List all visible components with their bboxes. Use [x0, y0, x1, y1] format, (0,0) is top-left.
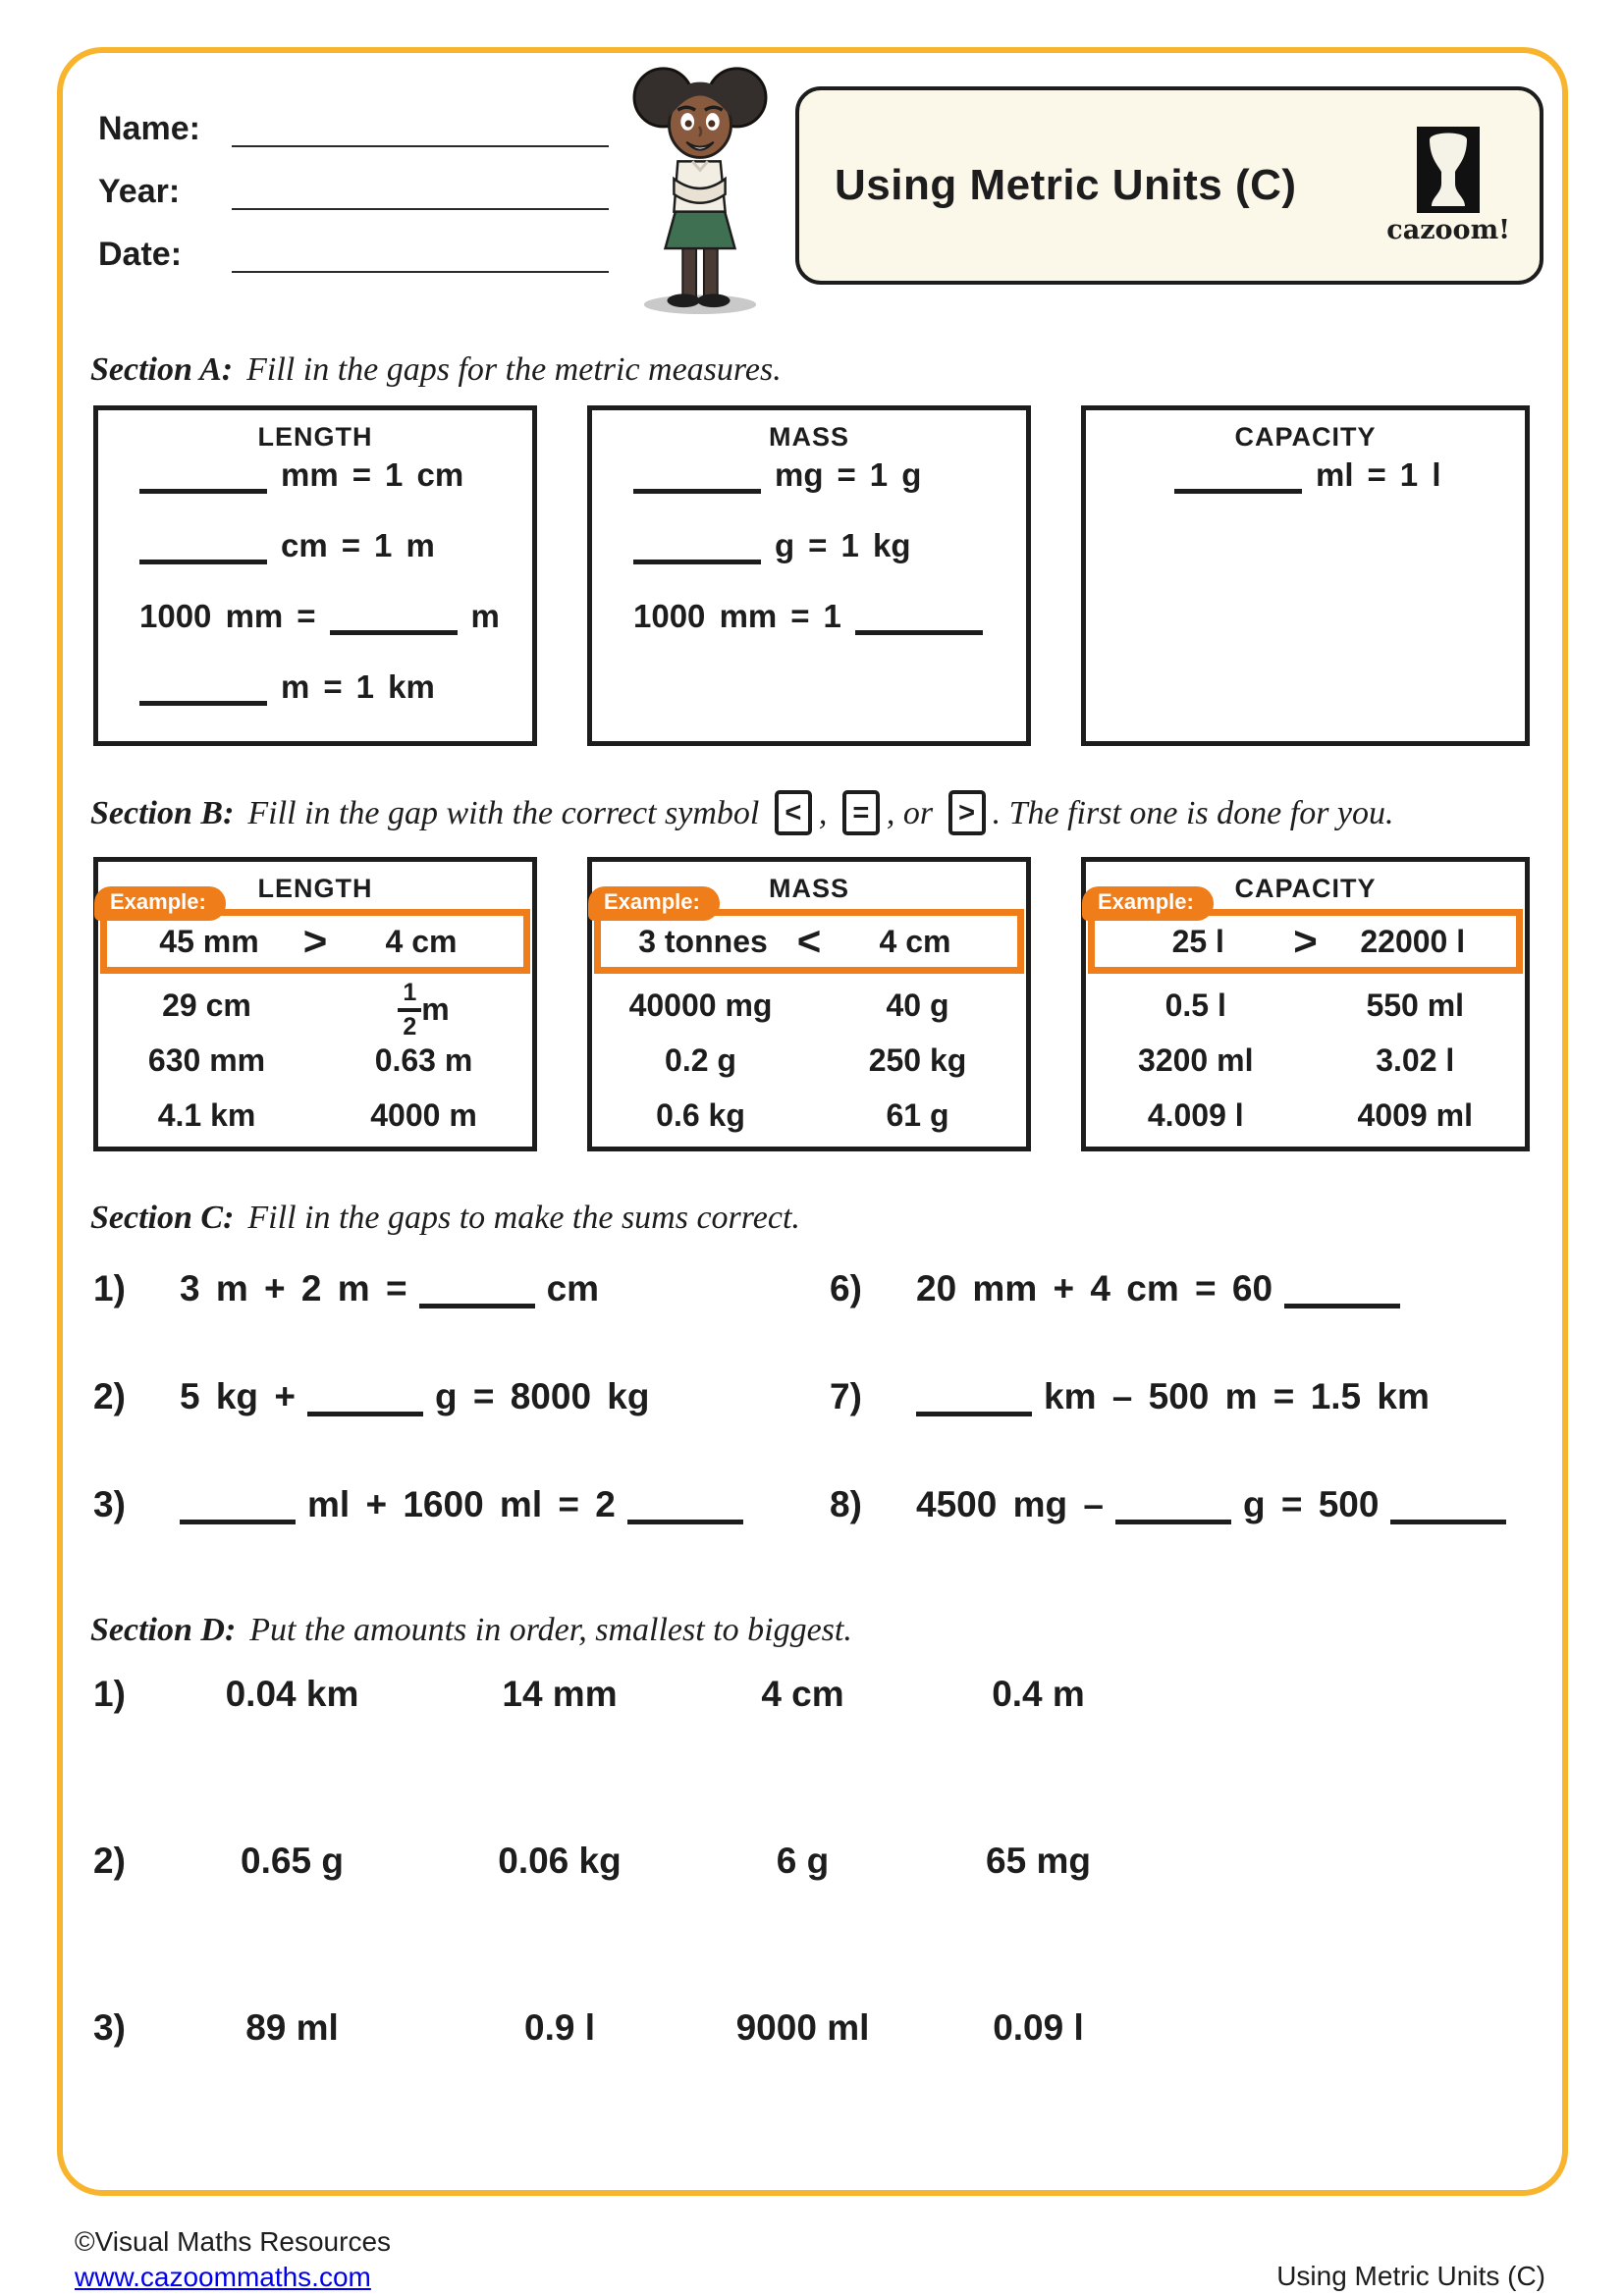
equation-text: 4500 mg –	[916, 1484, 1104, 1524]
equation-text: cm	[546, 1268, 600, 1308]
amount-value: 0.09 l	[993, 2007, 1084, 2048]
conversion-row	[98, 456, 532, 527]
title-panel	[795, 86, 1543, 285]
unit: mm	[281, 456, 339, 493]
capacity-header: CAPACITY	[1234, 422, 1377, 452]
cazoom-logo	[1386, 127, 1540, 245]
answer-blank	[1390, 1520, 1506, 1524]
equation-text: 5 kg +	[180, 1376, 296, 1416]
conversion-row	[98, 598, 532, 668]
answer-blank	[1115, 1520, 1231, 1524]
name-label: Name:	[98, 109, 200, 147]
equals: =	[352, 456, 371, 493]
right-value: 550 ml	[1366, 987, 1465, 1023]
section-c-left-column	[93, 1268, 755, 1592]
section-a-mass-box	[587, 405, 1031, 746]
right-value: 4000 m	[370, 1096, 477, 1133]
comparison-row	[98, 978, 532, 1041]
equals: =	[790, 598, 810, 634]
equation-text: 20 mm + 4 cm = 60	[916, 1268, 1273, 1308]
date-write-line	[232, 230, 609, 273]
question-2	[93, 1376, 755, 1425]
section-b-instruction-post: . The first one is done for you.	[992, 794, 1394, 831]
equals: =	[297, 598, 316, 634]
section-d-instruction: Put the amounts in order, smallest to biggest.	[249, 1612, 852, 1648]
amount-value: 0.65 g	[241, 1841, 344, 1881]
value: 1	[823, 598, 841, 634]
left-value: 0.2 g	[665, 1041, 736, 1078]
equation-text: 3 m + 2 m =	[180, 1268, 407, 1308]
left-value: 0.6 kg	[656, 1096, 745, 1133]
capacity-rows	[1086, 456, 1525, 527]
footer-left	[75, 2224, 391, 2296]
answer-blank	[855, 630, 983, 635]
right-value: 4009 ml	[1357, 1096, 1473, 1133]
student-character-illustration	[617, 57, 784, 318]
length-header: LENGTH	[257, 874, 373, 903]
fraction-numerator: 1	[398, 981, 421, 1012]
separator: , or	[886, 794, 934, 831]
question-number: 8)	[830, 1484, 862, 1524]
equation-text: km – 500 m = 1.5 km	[1044, 1376, 1430, 1416]
name-write-line	[232, 104, 609, 147]
comparison-row	[1086, 1033, 1525, 1088]
section-d-label: Section D:	[90, 1612, 237, 1648]
comparison-row	[98, 1033, 532, 1088]
unit: ml	[1316, 456, 1354, 493]
length-rows	[98, 456, 532, 739]
left-value: 45 mm	[159, 923, 259, 959]
answer-blank	[916, 1412, 1032, 1416]
value: 1 kg	[840, 527, 911, 563]
greater-than-symbol-box: >	[948, 790, 986, 835]
conversion-row	[592, 456, 1026, 527]
answer-blank	[139, 489, 267, 494]
answer-blank	[633, 489, 761, 494]
answer-blank	[633, 560, 761, 564]
left-value: 3 tonnes	[638, 923, 768, 959]
amount-value: 4 cm	[761, 1674, 844, 1714]
equation-text: ml + 1600 ml = 2	[307, 1484, 616, 1524]
section-b-mass-box	[587, 857, 1031, 1151]
comparison-symbol: <	[796, 918, 822, 964]
equals: =	[341, 527, 360, 563]
answer-blank	[627, 1520, 743, 1524]
comparison-row	[592, 1033, 1026, 1088]
year-write-line	[232, 167, 609, 210]
question-8	[830, 1484, 1518, 1533]
amount-value: 0.9 l	[524, 2007, 595, 2048]
left-value: 29 cm	[162, 987, 251, 1023]
length-header: LENGTH	[257, 422, 373, 452]
left-value: 0.5 l	[1164, 987, 1226, 1023]
amount-value: 0.04 km	[225, 1674, 359, 1714]
value: 1000 mm	[633, 598, 778, 634]
section-a-label: Section A:	[90, 351, 234, 388]
section-b-instruction-pre: Fill in the gap with the correct symbol	[247, 794, 760, 831]
section-c-heading	[90, 1200, 800, 1237]
mass-rows	[592, 456, 1026, 668]
example-tag: Example:	[1082, 886, 1214, 921]
unit: g	[775, 527, 795, 563]
amount-value: 89 ml	[245, 2007, 339, 2048]
question-number: 2)	[93, 1841, 126, 1881]
section-d-rows	[93, 1674, 1168, 2174]
amount-value: 14 mm	[502, 1674, 618, 1714]
section-b-heading	[90, 793, 1394, 838]
equation-text: g = 500	[1242, 1484, 1380, 1524]
unit: mg	[775, 456, 824, 493]
value: 1000 mm	[139, 598, 284, 634]
right-value: 250 kg	[868, 1041, 967, 1078]
date-label: Date:	[98, 235, 183, 273]
conversion-row	[98, 527, 532, 598]
left-value: 630 mm	[147, 1041, 266, 1078]
answer-blank	[139, 560, 267, 564]
student-id-block	[98, 84, 609, 273]
value: 1 km	[355, 668, 435, 705]
section-a-instruction: Fill in the gaps for the metric measures.	[246, 351, 782, 388]
fraction-denominator: 2	[403, 1012, 417, 1041]
conversion-row	[592, 598, 1026, 668]
value: 1 m	[373, 527, 435, 563]
year-label: Year:	[98, 172, 181, 210]
right-value: 0.63 m	[374, 1041, 473, 1078]
right-value: 22000 l	[1360, 923, 1466, 959]
question-3	[93, 1484, 755, 1533]
drum-icon	[1417, 127, 1480, 213]
question-7	[830, 1376, 1518, 1425]
unit: m	[470, 598, 500, 634]
left-value: 4.1 km	[157, 1096, 256, 1133]
separator: ,	[818, 794, 828, 831]
amount-value: 6 g	[776, 1841, 830, 1881]
question-number: 3)	[93, 1484, 126, 1524]
answer-blank	[419, 1304, 535, 1308]
question-6	[830, 1268, 1518, 1317]
amount-value: 0.06 kg	[498, 1841, 622, 1881]
comparison-row	[98, 1088, 532, 1143]
example-tag: Example:	[588, 886, 720, 921]
section-a-length-box	[93, 405, 537, 746]
unit: cm	[281, 527, 328, 563]
right-value: 61 g	[886, 1096, 949, 1133]
unit: m	[421, 991, 450, 1027]
fraction-value	[398, 978, 450, 1041]
less-than-symbol-box: <	[775, 790, 812, 835]
page-title: Using Metric Units (C)	[835, 161, 1297, 209]
right-value: 4 cm	[385, 923, 458, 959]
left-value: 25 l	[1171, 923, 1224, 959]
mass-header: MASS	[768, 874, 849, 903]
answer-blank	[180, 1520, 296, 1524]
ordering-row-1	[93, 1674, 1168, 1715]
example-tag: Example:	[94, 886, 226, 921]
right-value	[315, 972, 532, 1040]
right-value: 3.02 l	[1376, 1041, 1455, 1078]
section-c-right-column	[830, 1268, 1518, 1592]
answer-blank	[1174, 489, 1302, 494]
comparison-symbol: >	[1293, 918, 1318, 964]
right-value: 4 cm	[879, 923, 951, 959]
left-value: 3200 ml	[1138, 1041, 1254, 1078]
section-b-label: Section B:	[90, 794, 235, 831]
value: 1 l	[1399, 456, 1441, 493]
footer-document-title: Using Metric Units (C)	[1276, 2261, 1545, 2291]
conversion-row	[592, 527, 1026, 598]
question-number: 2)	[93, 1376, 126, 1416]
amount-value: 65 mg	[986, 1841, 1091, 1881]
question-number: 3)	[93, 2007, 126, 2048]
section-c-instruction: Fill in the gaps to make the sums correct.	[247, 1200, 800, 1236]
cazoommaths-link[interactable]: www.cazoommaths.com	[75, 2262, 371, 2293]
comparison-row	[1086, 1088, 1525, 1143]
equals: =	[837, 456, 856, 493]
left-value: 40000 mg	[628, 987, 773, 1023]
question-number: 6)	[830, 1268, 862, 1308]
copyright-text: ©Visual Maths Resources	[75, 2226, 392, 2257]
conversion-row	[98, 668, 532, 739]
ordering-row-3	[93, 2007, 1168, 2049]
amount-value: 9000 ml	[735, 2007, 870, 2048]
right-value: 40 g	[886, 987, 949, 1023]
equals: =	[1367, 456, 1386, 493]
comparison-row	[1086, 978, 1525, 1033]
question-number: 1)	[93, 1268, 126, 1308]
equation-text: g = 8000 kg	[434, 1376, 650, 1416]
comparison-row	[592, 1088, 1026, 1143]
answer-blank	[330, 630, 458, 635]
answer-blank	[1284, 1304, 1400, 1308]
section-b-length-box	[93, 857, 537, 1151]
question-number: 7)	[830, 1376, 862, 1416]
comparison-rows	[98, 978, 532, 1143]
equals-symbol-box: =	[842, 790, 880, 835]
answer-blank	[139, 701, 267, 706]
value: 1 g	[869, 456, 922, 493]
comparison-symbol: >	[302, 918, 328, 964]
equals: =	[323, 668, 343, 705]
conversion-row	[1086, 456, 1525, 527]
question-1	[93, 1268, 755, 1317]
section-d-heading	[90, 1612, 852, 1649]
ordering-row-2	[93, 1841, 1168, 1882]
question-number: 1)	[93, 1674, 126, 1714]
equals: =	[808, 527, 828, 563]
section-b-capacity-box	[1081, 857, 1530, 1151]
section-a-heading	[90, 351, 782, 389]
section-c-label: Section C:	[90, 1200, 235, 1236]
amount-value: 0.4 m	[992, 1674, 1085, 1714]
logo-wordmark: cazoom!	[1386, 214, 1510, 245]
value: 1 cm	[384, 456, 464, 493]
mass-header: MASS	[768, 422, 849, 452]
unit: m	[281, 668, 310, 705]
capacity-header: CAPACITY	[1234, 874, 1377, 903]
name-row	[98, 84, 609, 147]
comparison-rows	[1086, 978, 1525, 1143]
year-row	[98, 147, 609, 210]
left-value: 4.009 l	[1147, 1096, 1244, 1133]
answer-blank	[307, 1412, 423, 1416]
comparison-rows	[592, 978, 1026, 1143]
section-a-capacity-box	[1081, 405, 1530, 746]
comparison-row	[592, 978, 1026, 1033]
date-row	[98, 210, 609, 273]
